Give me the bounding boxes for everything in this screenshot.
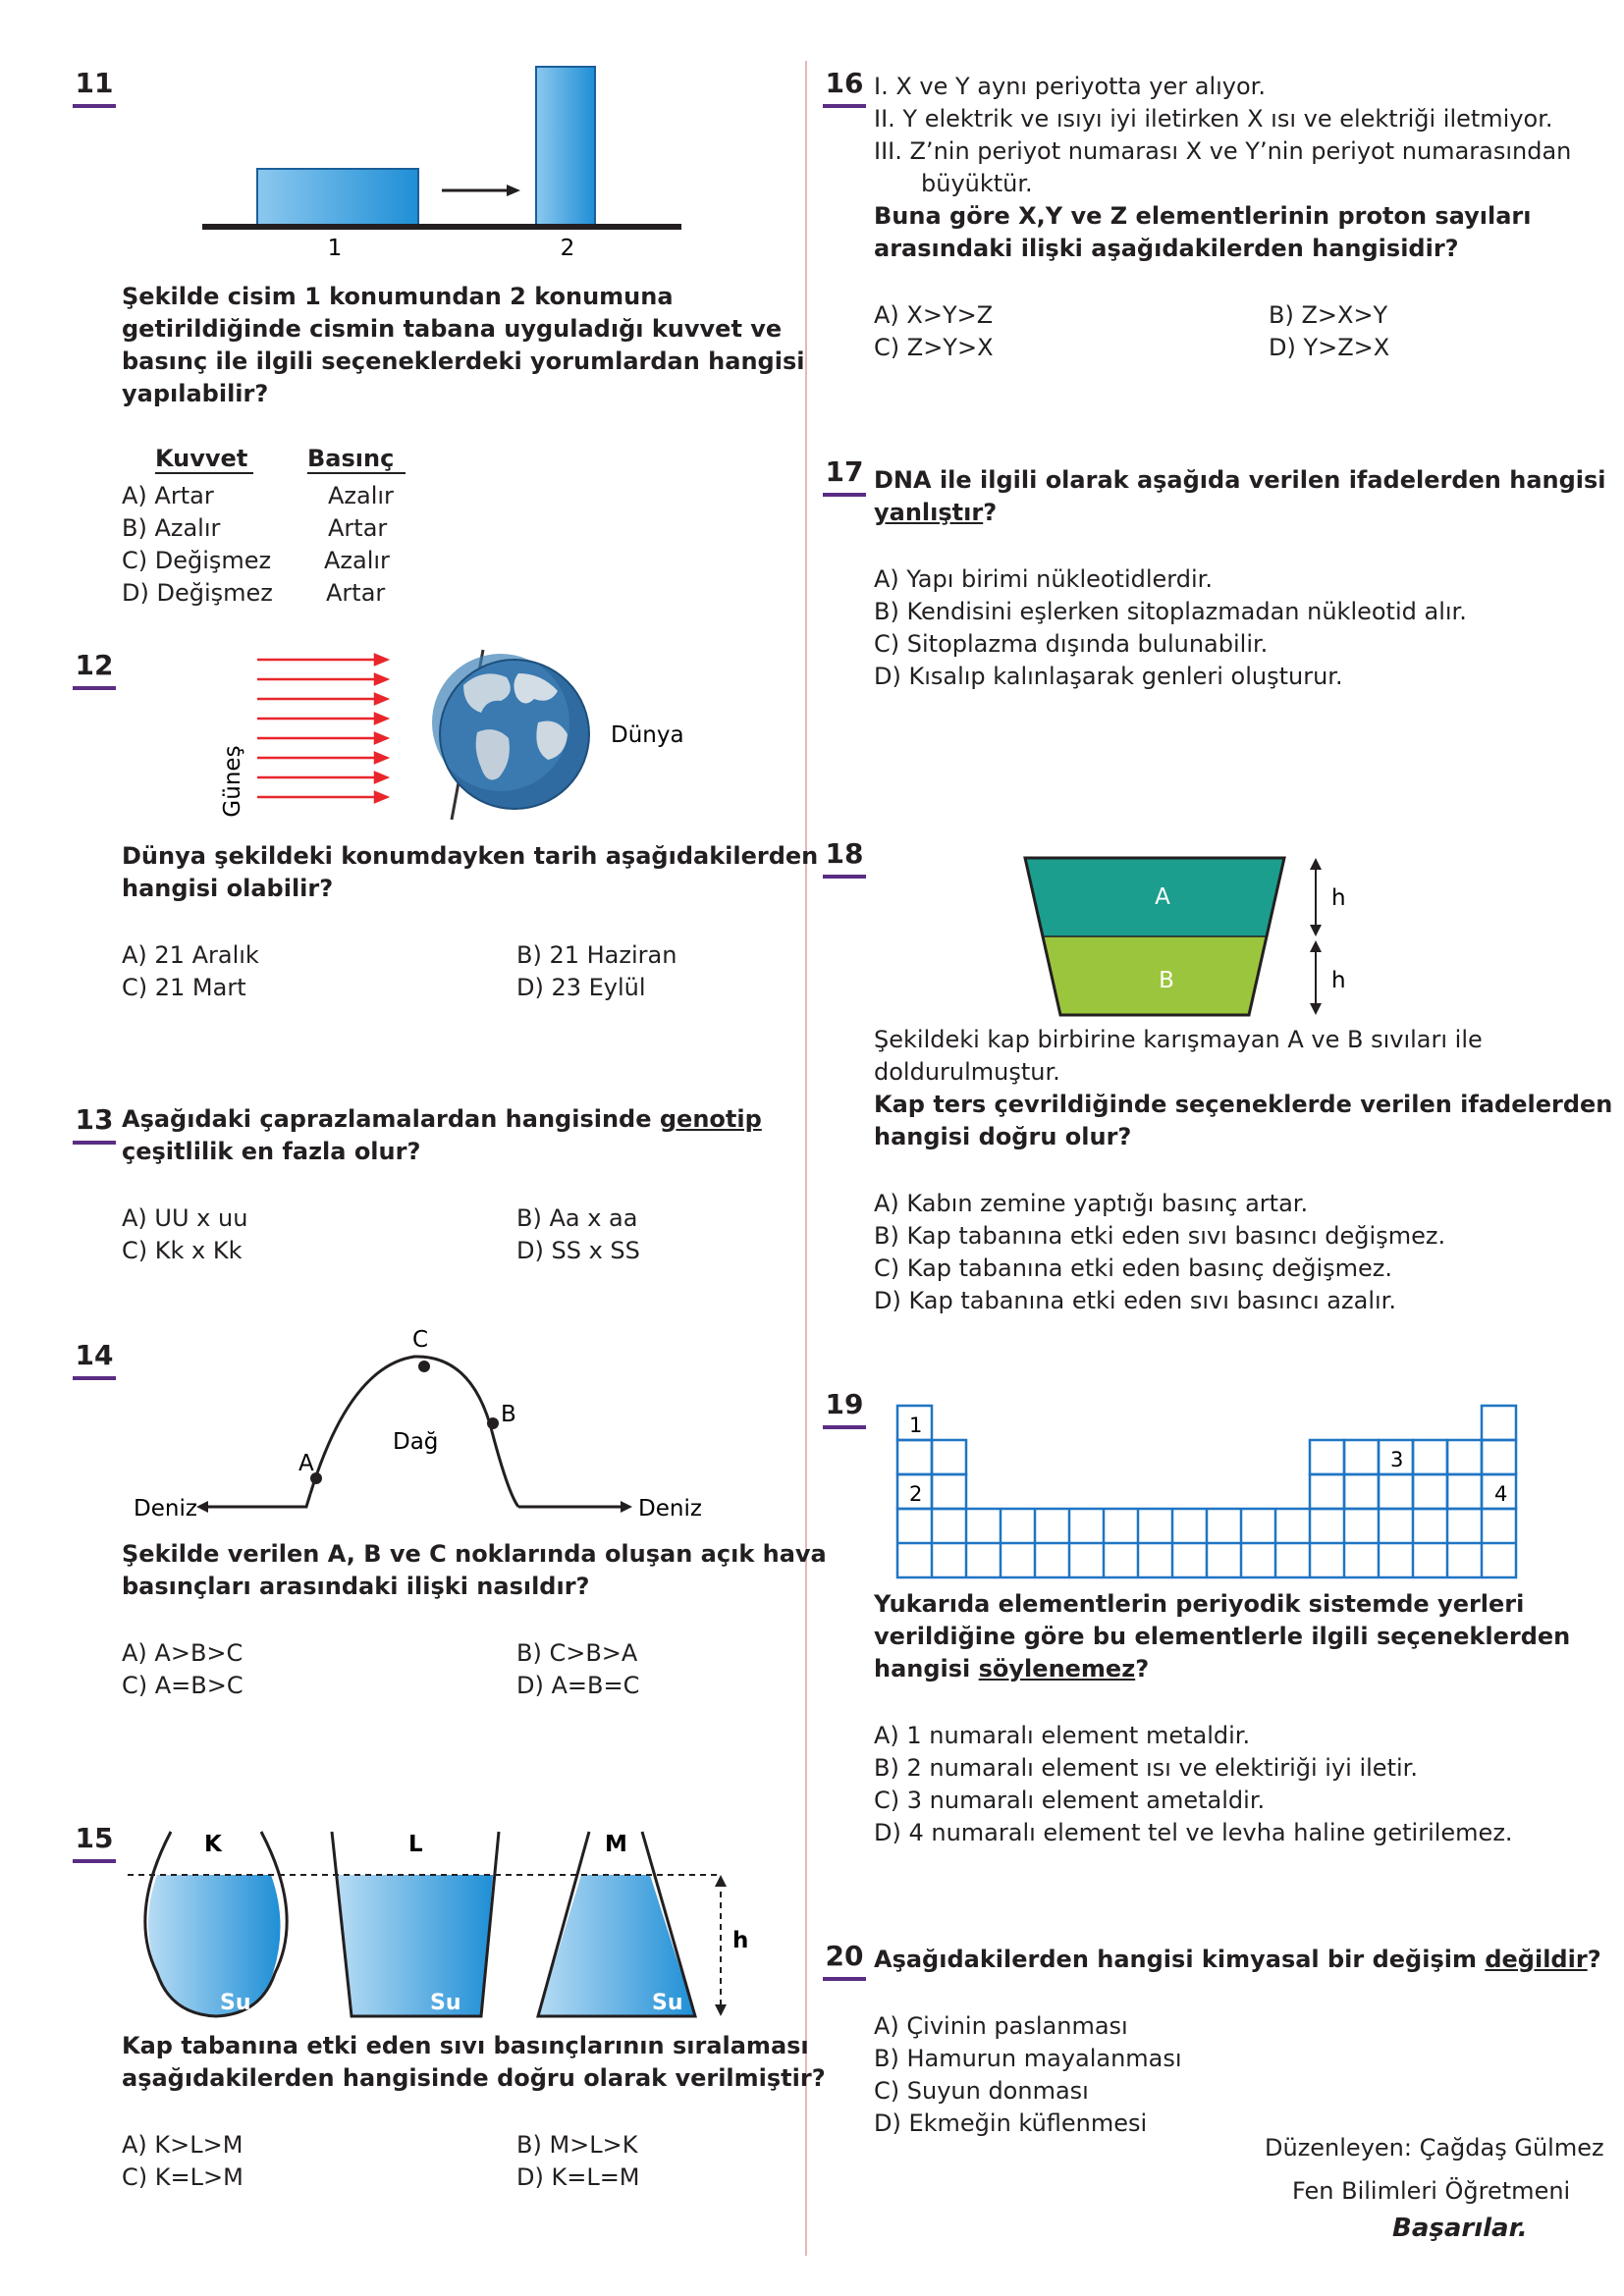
option-d-value: Artar [326, 579, 386, 607]
column-divider [805, 61, 807, 2256]
question-text-part: ? [1135, 1655, 1150, 1682]
question-number: 16 [825, 67, 864, 99]
block-position-figure [196, 59, 687, 265]
question-number: 14 [75, 1339, 114, 1371]
question-text-part: ? [983, 499, 998, 526]
question-text-line: getirildiğinde cismin tabana uyguladığı kuvvet ve [122, 315, 783, 343]
question-text-line: Buna göre X,Y ve Z elementlerinin proton sayıları [874, 202, 1532, 230]
arrow-head [621, 1501, 632, 1513]
height-label-1: h [1331, 885, 1346, 911]
option-b[interactable]: B) Z>X>Y [1269, 301, 1388, 329]
sun-label: Güneş [220, 745, 245, 818]
container-l-water [338, 1875, 493, 2016]
question-text-line: Dünya şekildeki konumdayken tarih aşağıdakilerden [122, 842, 819, 870]
question-text-part: Aşağıdakilerden hangisi kimyasal bir değişim [874, 1946, 1486, 1973]
question-text-line: DNA ile ilgili olarak aşağıda verilen ifadelerden hangisi [874, 466, 1606, 494]
option-b[interactable]: B) 21 Haziran [516, 941, 677, 969]
arrow-head [715, 1875, 727, 1887]
periodic-table-figure [895, 1404, 1524, 1586]
option-d[interactable]: D) Y>Z>X [1269, 334, 1390, 361]
water-label: Su [430, 1991, 461, 2015]
option-c[interactable]: C) A=B>C [122, 1672, 244, 1699]
container-m-label: M [605, 1832, 627, 1857]
question-text-line: Şekilde verilen A, B ve C noklarında oluşan açık hava [122, 1540, 827, 1568]
question-text-part: hangisi [874, 1655, 979, 1682]
option-c[interactable]: C) Kk x Kk [122, 1237, 243, 1264]
mountain-label: Dağ [393, 1429, 439, 1455]
sea-right-label: Deniz [638, 1496, 702, 1522]
statement-1: I. X ve Y aynı periyotta yer alıyor. [874, 73, 1266, 100]
option-c[interactable]: C) 21 Mart [122, 974, 246, 1001]
water-label: Su [220, 1991, 251, 2015]
author-role: Fen Bilimleri Öğretmeni [1292, 2177, 1571, 2205]
question-number: 12 [75, 649, 114, 681]
question-text-line: verildiğine göre bu elementlerle ilgili seçeneklerden [874, 1623, 1571, 1650]
sun-earth-figure [206, 638, 717, 825]
option-a[interactable]: A) 21 Aralık [122, 941, 259, 969]
statement-3-cont: büyüktür. [921, 170, 1033, 197]
arrow-head [196, 1501, 208, 1513]
option-a[interactable]: A) 1 numaralı element metaldir. [874, 1722, 1251, 1749]
question-number-underline [823, 1425, 866, 1429]
question-emphasis: söylenemez [978, 1655, 1136, 1682]
position-1-label: 1 [327, 236, 343, 261]
option-c-value: Azalır [324, 547, 390, 574]
option-a[interactable]: A) UU x uu [122, 1204, 248, 1232]
question-text-line: Yukarıda elementlerin periyodik sistemde yerleri [874, 1590, 1525, 1618]
question-emphasis: genotip [659, 1105, 762, 1133]
author-credit: Düzenleyen: Çağdaş Gülmez [1265, 2134, 1604, 2162]
question-number: 15 [75, 1822, 114, 1854]
option-c[interactable]: C) Kap tabanına etki eden basınç değişmez. [874, 1255, 1393, 1282]
option-a[interactable]: A) Çivinin paslanması [874, 2012, 1128, 2040]
option-c[interactable]: C) Z>Y>X [874, 334, 994, 361]
option-d[interactable]: D) Değişmez [122, 579, 273, 607]
arrow-head [507, 185, 520, 196]
question-number-underline [823, 493, 866, 497]
option-a-value: Azalır [328, 482, 394, 509]
question-number: 18 [825, 837, 864, 870]
question-text-line [874, 497, 997, 529]
question-number-underline [73, 104, 116, 108]
point-b [487, 1417, 499, 1429]
arrow-head [1310, 925, 1322, 936]
sea-left-label: Deniz [134, 1496, 197, 1522]
earth-globe [432, 650, 589, 820]
question-text-line: hangisi olabilir? [122, 875, 334, 902]
position-2-label: 2 [560, 236, 575, 261]
liquid-b [1043, 936, 1267, 1015]
question-text-line: aşağıdakilerden hangisinde doğru olarak verilmiştir? [122, 2064, 826, 2092]
question-text-line: çeşitlilik en fazla olur? [122, 1138, 421, 1165]
question-text-line: Kap ters çevrildiğinde seçeneklerde verilen ifadelerden [874, 1091, 1613, 1118]
vessel-figure [1017, 850, 1371, 1027]
question-number: 17 [825, 455, 864, 488]
option-b[interactable]: B) Aa x aa [516, 1204, 638, 1232]
container-k-label: K [204, 1832, 222, 1857]
question-text-line: arasındaki ilişki aşağıdakilerden hangisidir? [874, 235, 1459, 262]
question-number-underline [73, 1376, 116, 1380]
description-line: Şekildeki kap birbirine karışmayan A ve B sıvıları ile [874, 1026, 1483, 1053]
periodic-table-grid [897, 1406, 1516, 1577]
option-d[interactable]: D) 23 Eylül [516, 974, 646, 1001]
option-c[interactable]: C) Değişmez [122, 547, 272, 574]
option-a[interactable]: A) Kabın zemine yaptığı basınç artar. [874, 1190, 1309, 1217]
option-b-value: Artar [328, 514, 388, 542]
option-a[interactable]: A) Yapı birimi nükleotidlerdir. [874, 565, 1213, 593]
water-label: Su [652, 1991, 683, 2015]
option-d[interactable]: D) 4 numaralı element tel ve levha haline getirilemez. [874, 1819, 1513, 1846]
point-a-label: A [298, 1451, 314, 1476]
question-text-part: ? [1587, 1946, 1601, 1973]
option-d[interactable]: D) K=L=M [516, 2163, 640, 2191]
containers-figure [128, 1826, 766, 2022]
element-3-label: 3 [1390, 1448, 1404, 1471]
option-d[interactable]: D) A=B=C [516, 1672, 640, 1699]
option-b[interactable]: B) Azalır [122, 514, 221, 542]
description-line: doldurulmuştur. [874, 1058, 1060, 1086]
block-position-1 [257, 169, 418, 226]
element-1-label: 1 [909, 1414, 923, 1437]
option-c[interactable]: C) Sitoplazma dışında bulunabilir. [874, 630, 1269, 658]
liquid-b-label: B [1159, 968, 1174, 993]
sun-rays [257, 655, 387, 802]
point-c-label: C [412, 1327, 429, 1353]
point-c [418, 1361, 430, 1372]
question-text-line: Şekilde cisim 1 konumundan 2 konumuna [122, 283, 674, 310]
option-b[interactable]: B) Hamurun mayalanması [874, 2045, 1182, 2072]
question-number-underline [823, 1977, 866, 1981]
question-number-underline [73, 1859, 116, 1863]
option-c[interactable]: C) Suyun donması [874, 2077, 1089, 2105]
option-a[interactable]: A) K>L>M [122, 2131, 244, 2159]
question-number: 20 [825, 1940, 864, 1972]
question-text-line [874, 1653, 1149, 1685]
earth-label: Dünya [611, 722, 684, 748]
element-2-label: 2 [909, 1482, 923, 1506]
liquid-a-label: A [1155, 884, 1170, 910]
closing-wish: Başarılar. [1392, 2214, 1528, 2243]
arrow-head [1310, 858, 1322, 870]
mountain-figure [128, 1327, 717, 1533]
statement-2: II. Y elektrik ve ısıyı iyi iletirken X ısı ve elektriği iletmiyor. [874, 105, 1553, 133]
question-emphasis: değildir [1485, 1946, 1588, 1973]
option-d[interactable]: D) Kap tabanına etki eden sıvı basıncı azalır. [874, 1287, 1396, 1314]
sea-line-left [204, 1494, 310, 1507]
option-d[interactable]: D) Ekmeğin küflenmesi [874, 2109, 1148, 2137]
option-b[interactable]: B) Kendisini eşlerken sitoplazmadan nükleotid alır. [874, 598, 1467, 625]
option-a[interactable]: A) Artar [122, 482, 214, 509]
question-text-part: Aşağıdaki çaprazlamalardan hangisinde [122, 1105, 660, 1133]
question-number: 11 [75, 67, 114, 99]
question-text-line: yapılabilir? [122, 380, 269, 407]
question-text-line: hangisi doğru olur? [874, 1123, 1132, 1150]
column-header-kuvvet: Kuvvet [155, 445, 253, 474]
element-4-label: 4 [1494, 1482, 1508, 1506]
container-l-label: L [408, 1832, 423, 1857]
question-text-line: basınçları arasındaki ilişki nasıldır? [122, 1573, 590, 1600]
point-b-label: B [501, 1402, 516, 1427]
question-number-underline [73, 686, 116, 690]
question-number: 13 [75, 1103, 114, 1136]
option-b[interactable]: B) 2 numaralı element ısı ve elektiriği iyi iletir. [874, 1754, 1418, 1782]
option-d[interactable]: D) SS x SS [516, 1237, 640, 1264]
question-number: 19 [825, 1388, 864, 1420]
question-number-underline [823, 875, 866, 879]
arrow-head [1310, 1003, 1322, 1015]
block-position-2 [536, 67, 595, 226]
question-number-underline [73, 1141, 116, 1145]
question-emphasis: yanlıştır [874, 499, 984, 526]
option-d[interactable]: D) Kısalıp kalınlaşarak genleri oluşturur. [874, 663, 1343, 690]
question-text-line: basınç ile ilgili seçeneklerdeki yorumlardan hangisi [122, 347, 805, 375]
question-text-line [122, 1103, 762, 1136]
option-a[interactable]: A) X>Y>Z [874, 301, 994, 329]
statement-3: III. Z’nin periyot numarası X ve Y’nin periyot numarasından [874, 137, 1572, 165]
option-b[interactable]: B) M>L>K [516, 2131, 638, 2159]
question-number-underline [823, 104, 866, 108]
arrow-head [715, 2004, 727, 2016]
height-label: h [732, 1928, 749, 1953]
option-a[interactable]: A) A>B>C [122, 1639, 244, 1667]
option-b[interactable]: B) Kap tabanına etki eden sıvı basıncı değişmez. [874, 1222, 1446, 1250]
column-header-basinc: Basınç [307, 445, 406, 474]
option-c[interactable]: C) K=L>M [122, 2163, 244, 2191]
height-label-2: h [1331, 968, 1346, 993]
option-b[interactable]: B) C>B>A [516, 1639, 638, 1667]
question-text-line: Kap tabanına etki eden sıvı basınçlarının sıralaması [122, 2032, 809, 2059]
arrow-head [1310, 940, 1322, 952]
option-c[interactable]: C) 3 numaralı element ametaldir. [874, 1787, 1266, 1814]
question-text-line [874, 1944, 1601, 1976]
